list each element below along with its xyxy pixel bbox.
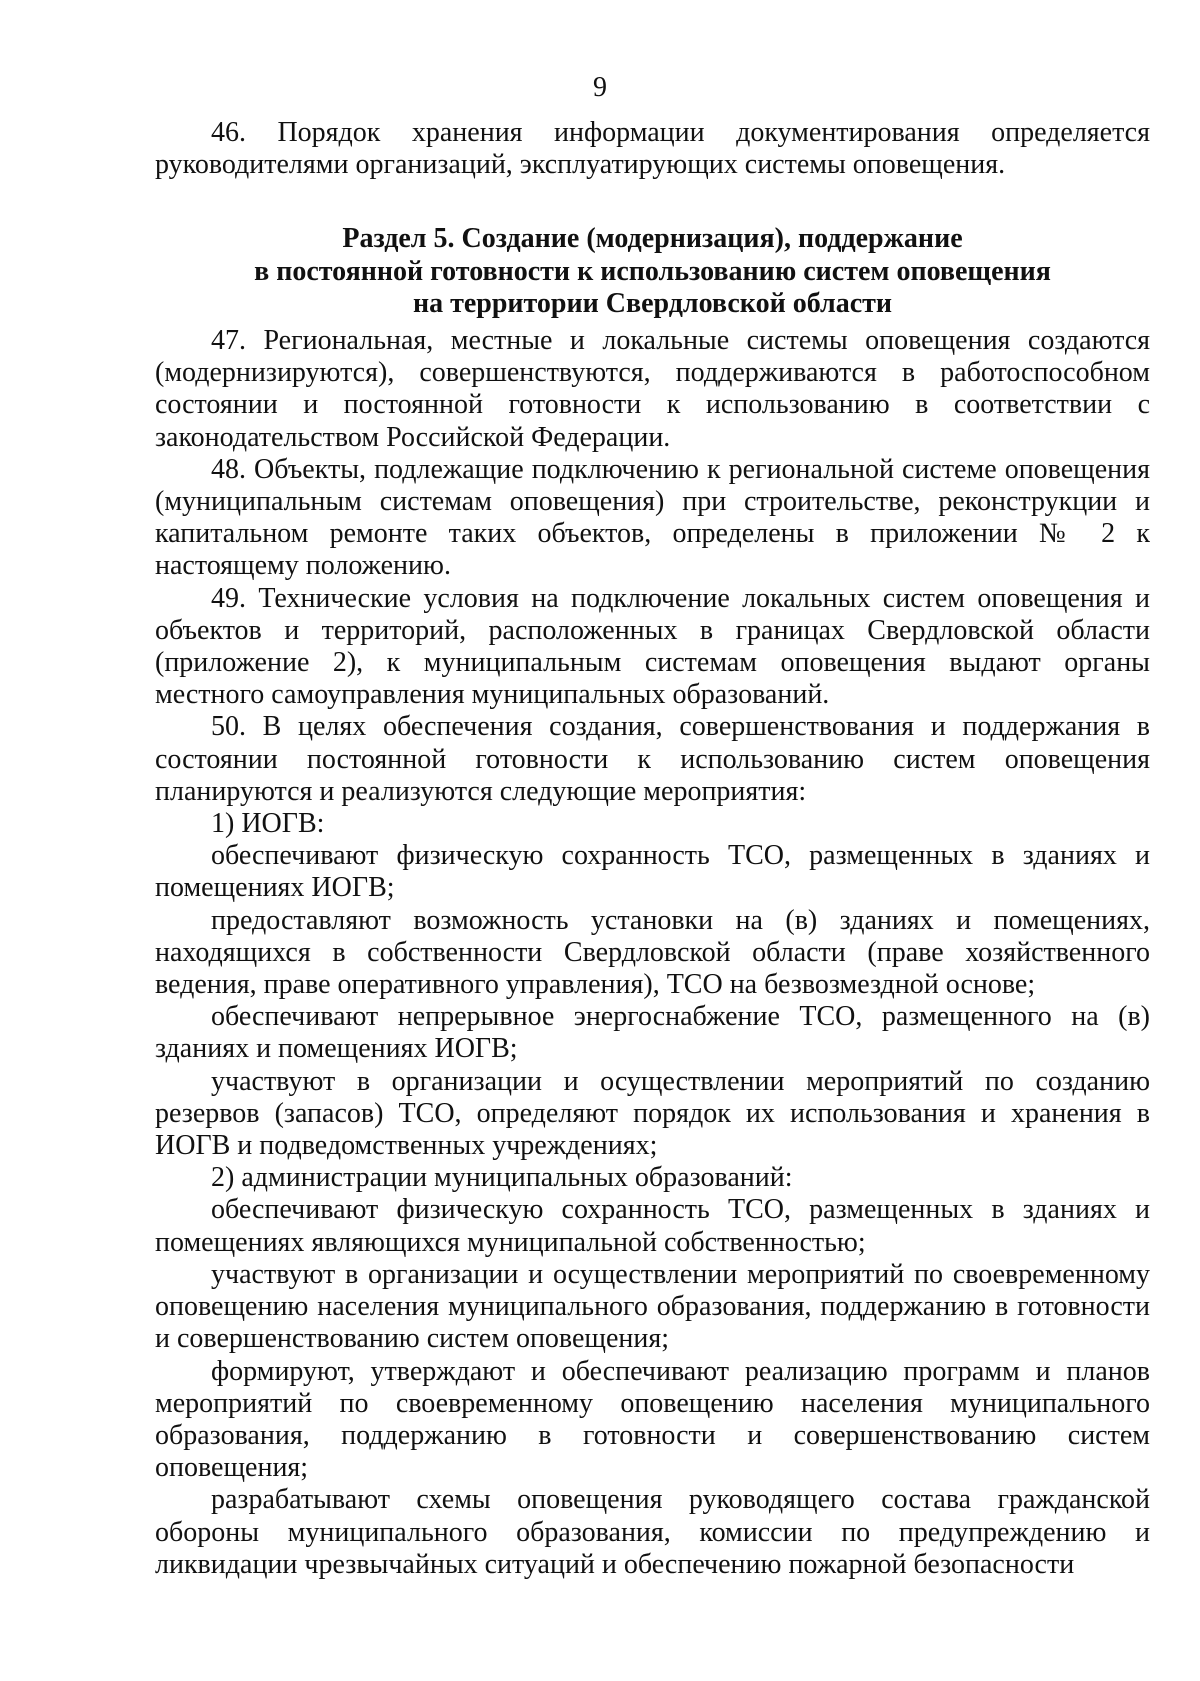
paragraph-50: 50. В целях обеспечения создания, совершенствования и поддержания в состоянии постоянной готовности к использованию систем оповещения планируются и реализуются следующие мероприятия: [155, 711, 1150, 807]
list-item-municipal-schemes: разрабатывают схемы оповещения руководящего состава гражданской обороны муниципального образования, комиссии по предупреждению и ликвидации чрезвычайных ситуаций и обеспечению пожарной безопасности [155, 1484, 1150, 1580]
section-heading [155, 223, 1150, 321]
list-item-municipal-programs: формируют, утверждают и обеспечивают реализацию программ и планов мероприятий по своевременному оповещению населения муниципального образования, поддержанию в готовности и совершенствованию систем оповещения; [155, 1355, 1150, 1484]
paragraph-46: 46. Порядок хранения информации документирования определяется руководителями организаций, эксплуатирующих системы оповещения. [155, 117, 1150, 181]
list-item-iogv-reserves: участвуют в организации и осуществлении мероприятий по созданию резервов (запасов) ТСО, определяют порядок их использования и хранения в ИОГВ и подведомственных учреждениях; [155, 1065, 1150, 1162]
list-item-iogv-safety: обеспечивают физическую сохранность ТСО, размещенных в зданиях и помещениях ИОГВ; [155, 840, 1150, 904]
section-body [155, 325, 1150, 1581]
list-item-municipal-heading: 2) администрации муниципальных образований: [211, 1162, 793, 1194]
list-item-iogv-power: обеспечивают непрерывное энергоснабжение ТСО, размещенного на (в) зданиях и помещениях ИОГВ; [155, 1001, 1150, 1065]
paragraph-46-block [155, 117, 1150, 181]
page-number: 9 [593, 72, 607, 103]
list-item-iogv-heading: 1) ИОГВ: [211, 808, 325, 840]
list-item-municipal-participation: участвуют в организации и осуществлении мероприятий по своевременному оповещению населения муниципального образования, поддержанию в готовности и совершенствованию систем оповещения; [155, 1258, 1150, 1355]
list-item-iogv-installation: предоставляют возможность установки на (в) зданиях и помещениях, находящихся в собственности Свердловской области (праве хозяйственного ведения, праве оперативного управления), ТСО на безвозмездной основе; [155, 904, 1150, 1001]
paragraph-47: 47. Региональная, местные и локальные системы оповещения создаются (модернизируются), совершенствуются, поддерживаются в работоспособном состоянии и постоянной готовности к использованию в соответствии с законодательством Российской Федерации. [155, 325, 1150, 453]
paragraph-49: 49. Технические условия на подключение локальных систем оповещения и объектов и территорий, расположенных в границах Свердловской области (приложение 2), к муниципальным системам оповещения выдают органы местного самоуправления муниципальных образований. [155, 582, 1150, 711]
section-heading-line-1: Раздел 5. Создание (модернизация), поддержание [342, 223, 963, 254]
list-item-municipal-safety: обеспечивают физическую сохранность ТСО, размещенных в зданиях и помещениях являющихся муниципальной собственностью; [155, 1194, 1150, 1258]
section-heading-line-2: в постоянной готовности к использованию систем оповещения [254, 255, 1051, 287]
paragraph-48: 48. Объекты, подлежащие подключению к региональной системе оповещения (муниципальным системам оповещения) при строительстве, реконструкции и капитальном ремонте таких объектов, определены в приложении № 2 к настоящему положению. [155, 453, 1150, 582]
section-heading-line-3: на территории Свердловской области [412, 288, 893, 319]
